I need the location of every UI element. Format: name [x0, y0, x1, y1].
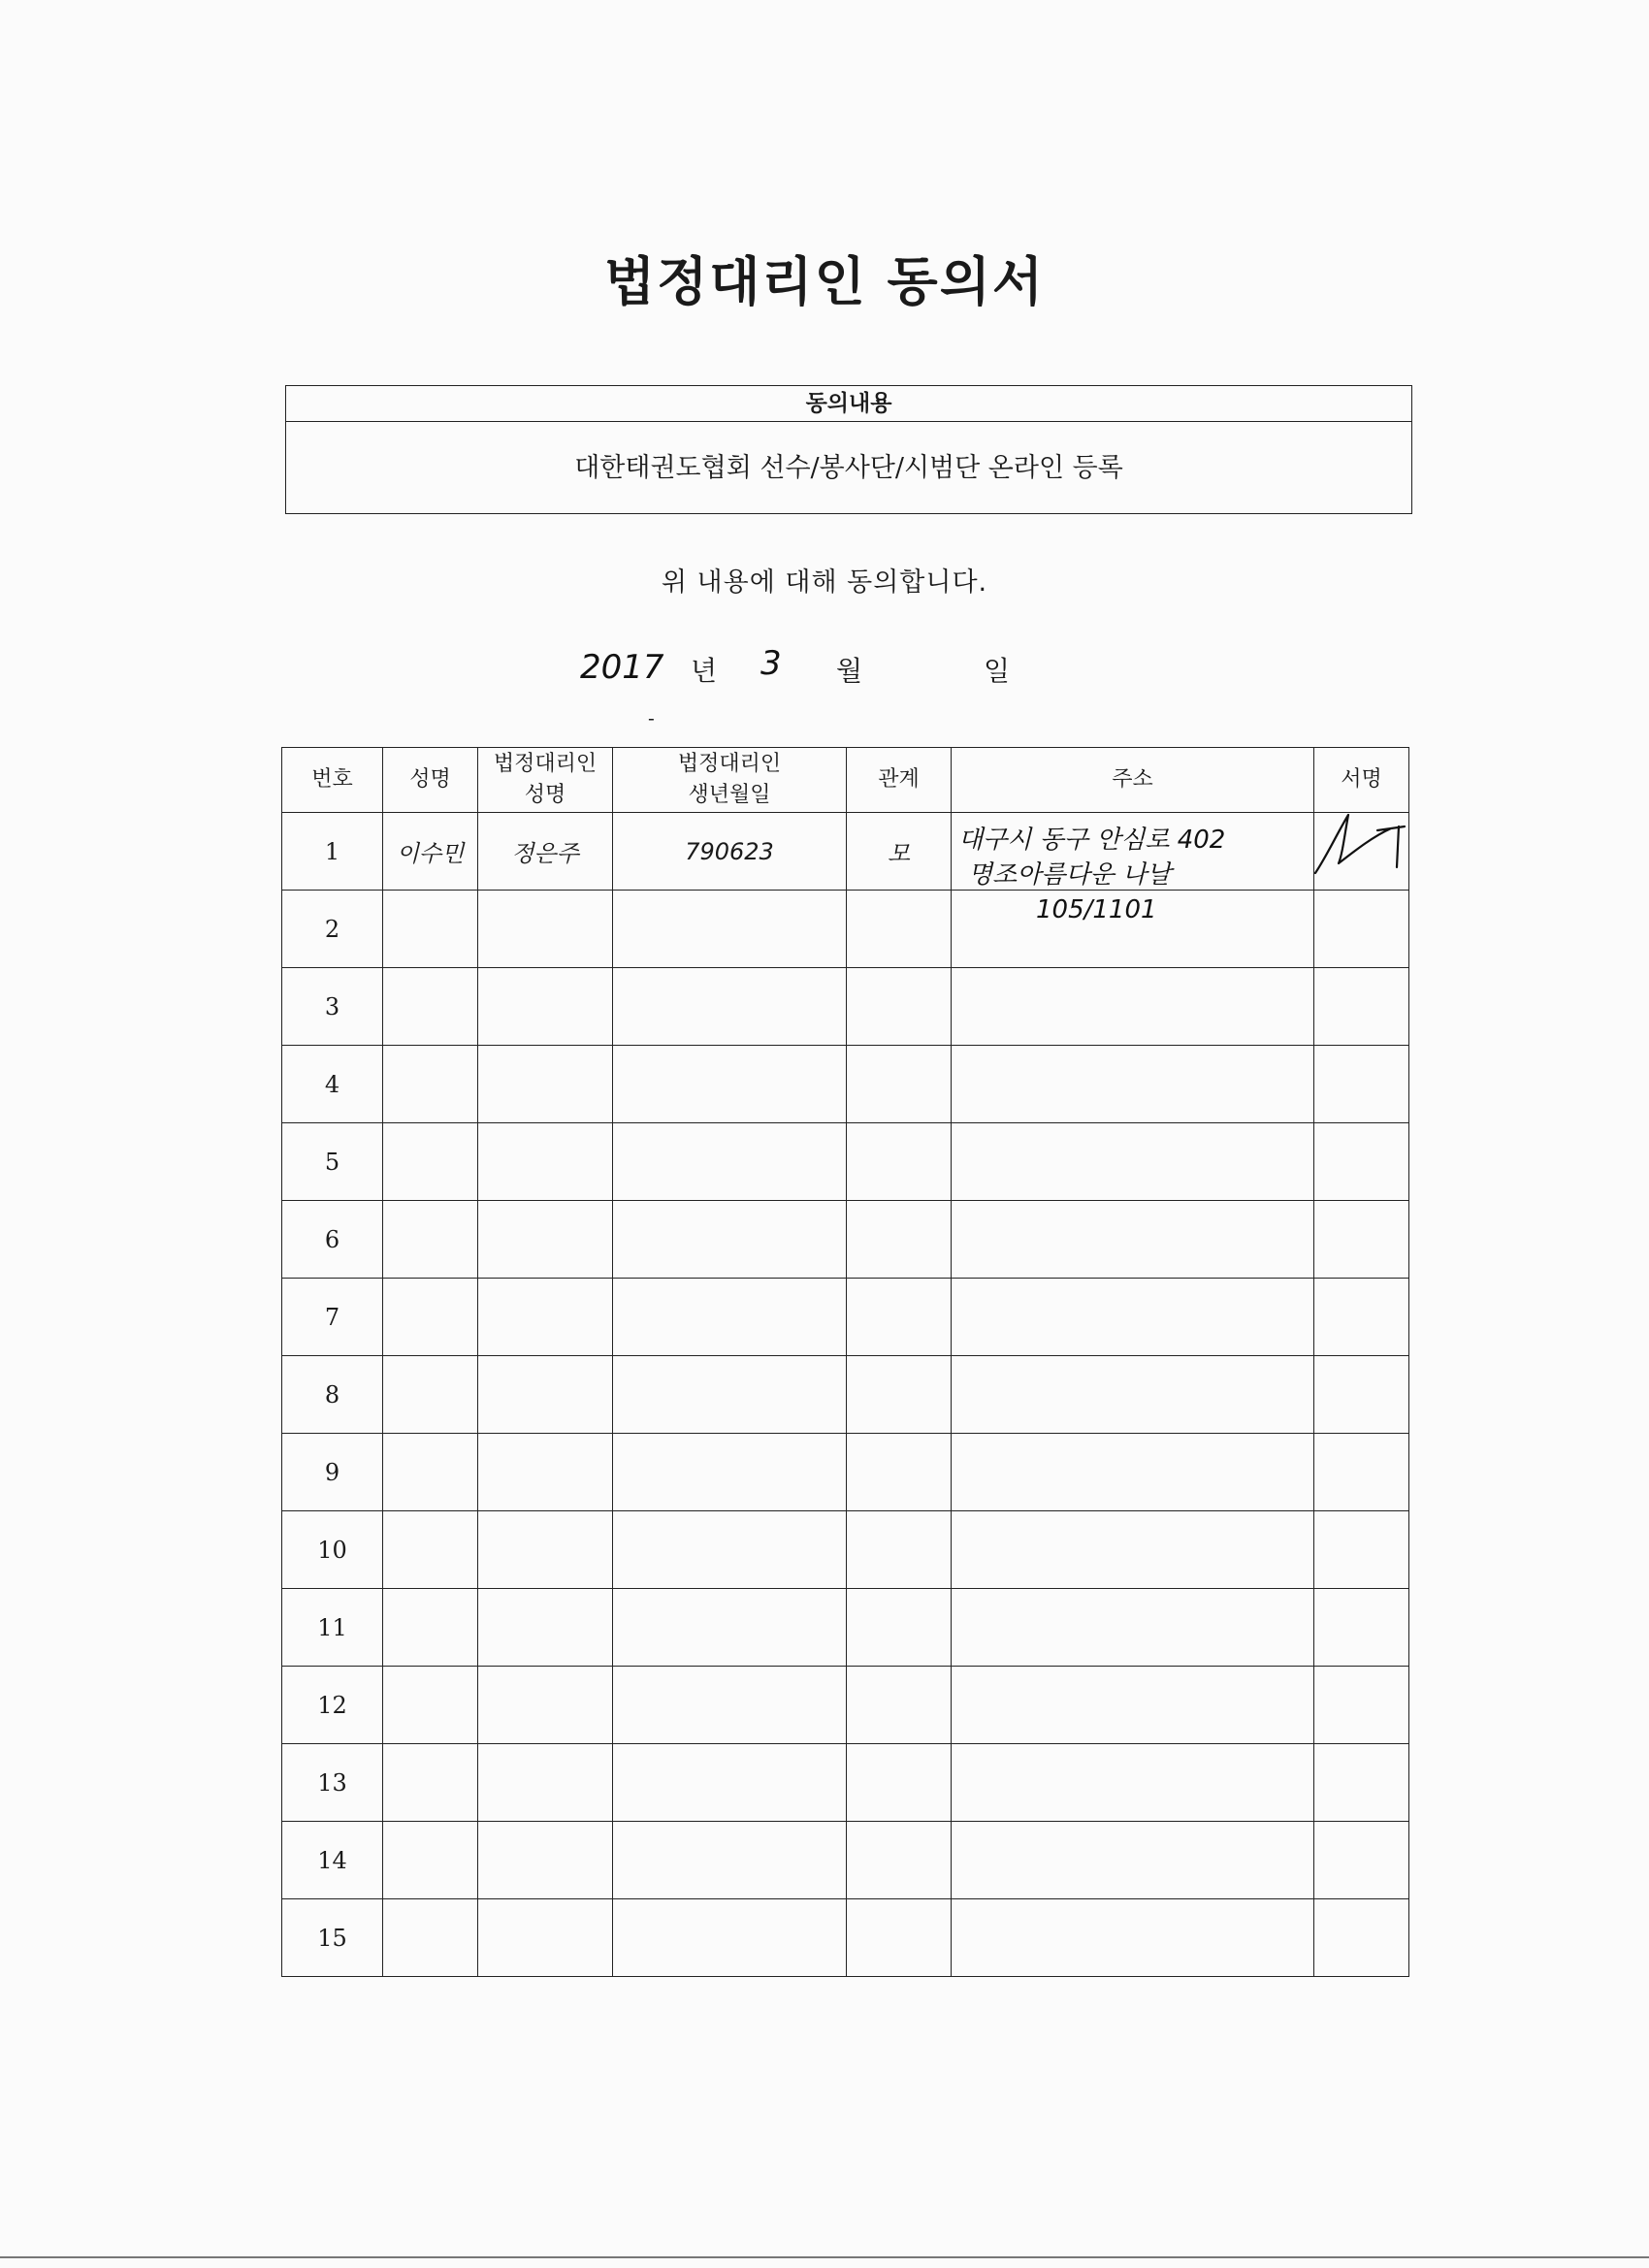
cell-address — [952, 1822, 1314, 1899]
header-relation: 관계 — [847, 748, 952, 813]
table-row — [282, 1201, 1409, 1279]
cell-guardian-name — [478, 1822, 613, 1899]
cell-address — [952, 1046, 1314, 1123]
cell-signature — [1314, 1667, 1409, 1744]
cell-name: 이수민 — [383, 813, 478, 891]
cell-guardian-birth — [613, 1434, 847, 1511]
cell-guardian-birth — [613, 1201, 847, 1279]
cell-relation — [847, 1279, 952, 1356]
row-number: 1 — [282, 813, 383, 891]
cell-address — [952, 1511, 1314, 1589]
cell-relation — [847, 1511, 952, 1589]
table-row — [282, 1279, 1409, 1356]
row-number: 2 — [282, 891, 383, 968]
cell-signature — [1314, 1822, 1409, 1899]
cell-signature — [1314, 1201, 1409, 1279]
handwritten-signature — [1310, 807, 1416, 877]
cell-address — [952, 1279, 1314, 1356]
row-number: 11 — [282, 1589, 383, 1667]
cell-relation — [847, 1123, 952, 1201]
cell-relation — [847, 1046, 952, 1123]
cell-signature — [1314, 1744, 1409, 1822]
date-day-label: 일 — [984, 655, 1011, 687]
header-guardian-name: 법정대리인 성명 — [478, 748, 613, 813]
address-line: 105/1101 — [1036, 895, 1157, 924]
cell-guardian-name — [478, 1589, 613, 1667]
cell-guardian-name — [478, 1201, 613, 1279]
table-row — [282, 1667, 1409, 1744]
table-row — [282, 1356, 1409, 1434]
cell-guardian-name — [478, 968, 613, 1046]
address-line: 대구시 동구 안심로 402 — [958, 826, 1226, 855]
address-line: 명조아름다운 나날 — [968, 860, 1172, 890]
table-row — [282, 1589, 1409, 1667]
cell-signature — [1314, 1511, 1409, 1589]
cell-guardian-birth — [613, 1589, 847, 1667]
cell-address — [952, 968, 1314, 1046]
cell-guardian-birth — [613, 1899, 847, 1977]
date-row — [0, 644, 1649, 697]
registration-table — [281, 747, 1409, 1977]
cell-name — [383, 1046, 478, 1123]
row-number: 3 — [282, 968, 383, 1046]
cell-signature — [1314, 968, 1409, 1046]
date-month-value: 3 — [760, 644, 782, 683]
row-number: 6 — [282, 1201, 383, 1279]
cell-guardian-name — [478, 1899, 613, 1977]
cell-name — [383, 1822, 478, 1899]
stray-mark: - — [648, 706, 655, 729]
cell-signature — [1314, 1123, 1409, 1201]
cell-name — [383, 1589, 478, 1667]
document-title: 법정대리인 동의서 — [603, 251, 1046, 312]
cell-signature — [1314, 1899, 1409, 1977]
cell-guardian-name — [478, 891, 613, 968]
table-row — [282, 968, 1409, 1046]
cell-guardian-birth — [613, 1123, 847, 1201]
cell-address — [952, 1434, 1314, 1511]
cell-relation — [847, 1434, 952, 1511]
cell-relation — [847, 1667, 952, 1744]
consent-box — [285, 385, 1412, 514]
cell-guardian-name — [478, 1356, 613, 1434]
row-number: 8 — [282, 1356, 383, 1434]
cell-name — [383, 1279, 478, 1356]
row-number: 14 — [282, 1822, 383, 1899]
cell-signature — [1314, 891, 1409, 968]
cell-guardian-name: 정은주 — [478, 813, 613, 891]
cell-name — [383, 968, 478, 1046]
cell-address — [952, 1667, 1314, 1744]
cell-name — [383, 1667, 478, 1744]
row-number: 13 — [282, 1744, 383, 1822]
header-name: 성명 — [383, 748, 478, 813]
cell-name — [383, 1899, 478, 1977]
cell-guardian-name — [478, 1046, 613, 1123]
cell-guardian-name — [478, 1744, 613, 1822]
cell-name — [383, 1123, 478, 1201]
date-year-value: 2017 — [580, 648, 664, 687]
cell-signature — [1314, 1434, 1409, 1511]
cell-name — [383, 1201, 478, 1279]
table-row — [282, 1511, 1409, 1589]
header-address: 주소 — [952, 748, 1314, 813]
cell-signature — [1314, 1356, 1409, 1434]
cell-guardian-name — [478, 1667, 613, 1744]
row-number: 7 — [282, 1279, 383, 1356]
cell-relation — [847, 1589, 952, 1667]
row-number: 4 — [282, 1046, 383, 1123]
row-number: 12 — [282, 1667, 383, 1744]
cell-guardian-birth — [613, 1511, 847, 1589]
cell-relation — [847, 968, 952, 1046]
cell-guardian-birth: 790623 — [613, 813, 847, 891]
cell-guardian-birth — [613, 1046, 847, 1123]
cell-signature — [1314, 1279, 1409, 1356]
cell-signature — [1314, 1589, 1409, 1667]
cell-guardian-birth — [613, 891, 847, 968]
consent-header: 동의내용 — [286, 386, 1411, 422]
header-guardian-birth: 법정대리인 생년월일 — [613, 748, 847, 813]
cell-relation — [847, 1356, 952, 1434]
cell-relation — [847, 1744, 952, 1822]
cell-guardian-birth — [613, 1744, 847, 1822]
cell-address — [952, 1201, 1314, 1279]
cell-guardian-birth — [613, 1279, 847, 1356]
date-year-label: 년 — [691, 655, 718, 687]
table-row — [282, 1899, 1409, 1977]
cell-guardian-name — [478, 1434, 613, 1511]
cell-relation — [847, 1899, 952, 1977]
cell-guardian-birth — [613, 968, 847, 1046]
cell-relation — [847, 1201, 952, 1279]
cell-name — [383, 1356, 478, 1434]
cell-relation: 모 — [847, 813, 952, 891]
cell-guardian-name — [478, 1279, 613, 1356]
cell-guardian-birth — [613, 1822, 847, 1899]
cell-guardian-birth — [613, 1667, 847, 1744]
cell-guardian-name — [478, 1123, 613, 1201]
cell-address — [952, 1589, 1314, 1667]
cell-address — [952, 1744, 1314, 1822]
cell-address — [952, 1356, 1314, 1434]
table-row — [282, 1744, 1409, 1822]
cell-name — [383, 891, 478, 968]
table-header-row — [282, 748, 1409, 813]
header-signature: 서명 — [1314, 748, 1409, 813]
row-number: 5 — [282, 1123, 383, 1201]
date-month-label: 월 — [836, 655, 863, 687]
row-number: 9 — [282, 1434, 383, 1511]
cell-name — [383, 1744, 478, 1822]
entry-address — [958, 823, 1327, 927]
table-row — [282, 1822, 1409, 1899]
table-row — [282, 1123, 1409, 1201]
cell-guardian-birth — [613, 1356, 847, 1434]
table-row — [282, 1434, 1409, 1511]
consent-content: 대한태권도협회 선수/봉사단/시범단 온라인 등록 — [574, 453, 1123, 483]
cell-relation — [847, 891, 952, 968]
agree-statement: 위 내용에 대해 동의합니다. — [661, 567, 988, 598]
cell-signature — [1314, 1046, 1409, 1123]
cell-relation — [847, 1822, 952, 1899]
cell-guardian-name — [478, 1511, 613, 1589]
row-number: 10 — [282, 1511, 383, 1589]
row-number: 15 — [282, 1899, 383, 1977]
page-edge-line — [0, 2256, 1649, 2258]
cell-address — [952, 1123, 1314, 1201]
table-row — [282, 1046, 1409, 1123]
cell-name — [383, 1434, 478, 1511]
cell-name — [383, 1511, 478, 1589]
header-no: 번호 — [282, 748, 383, 813]
cell-address — [952, 1899, 1314, 1977]
